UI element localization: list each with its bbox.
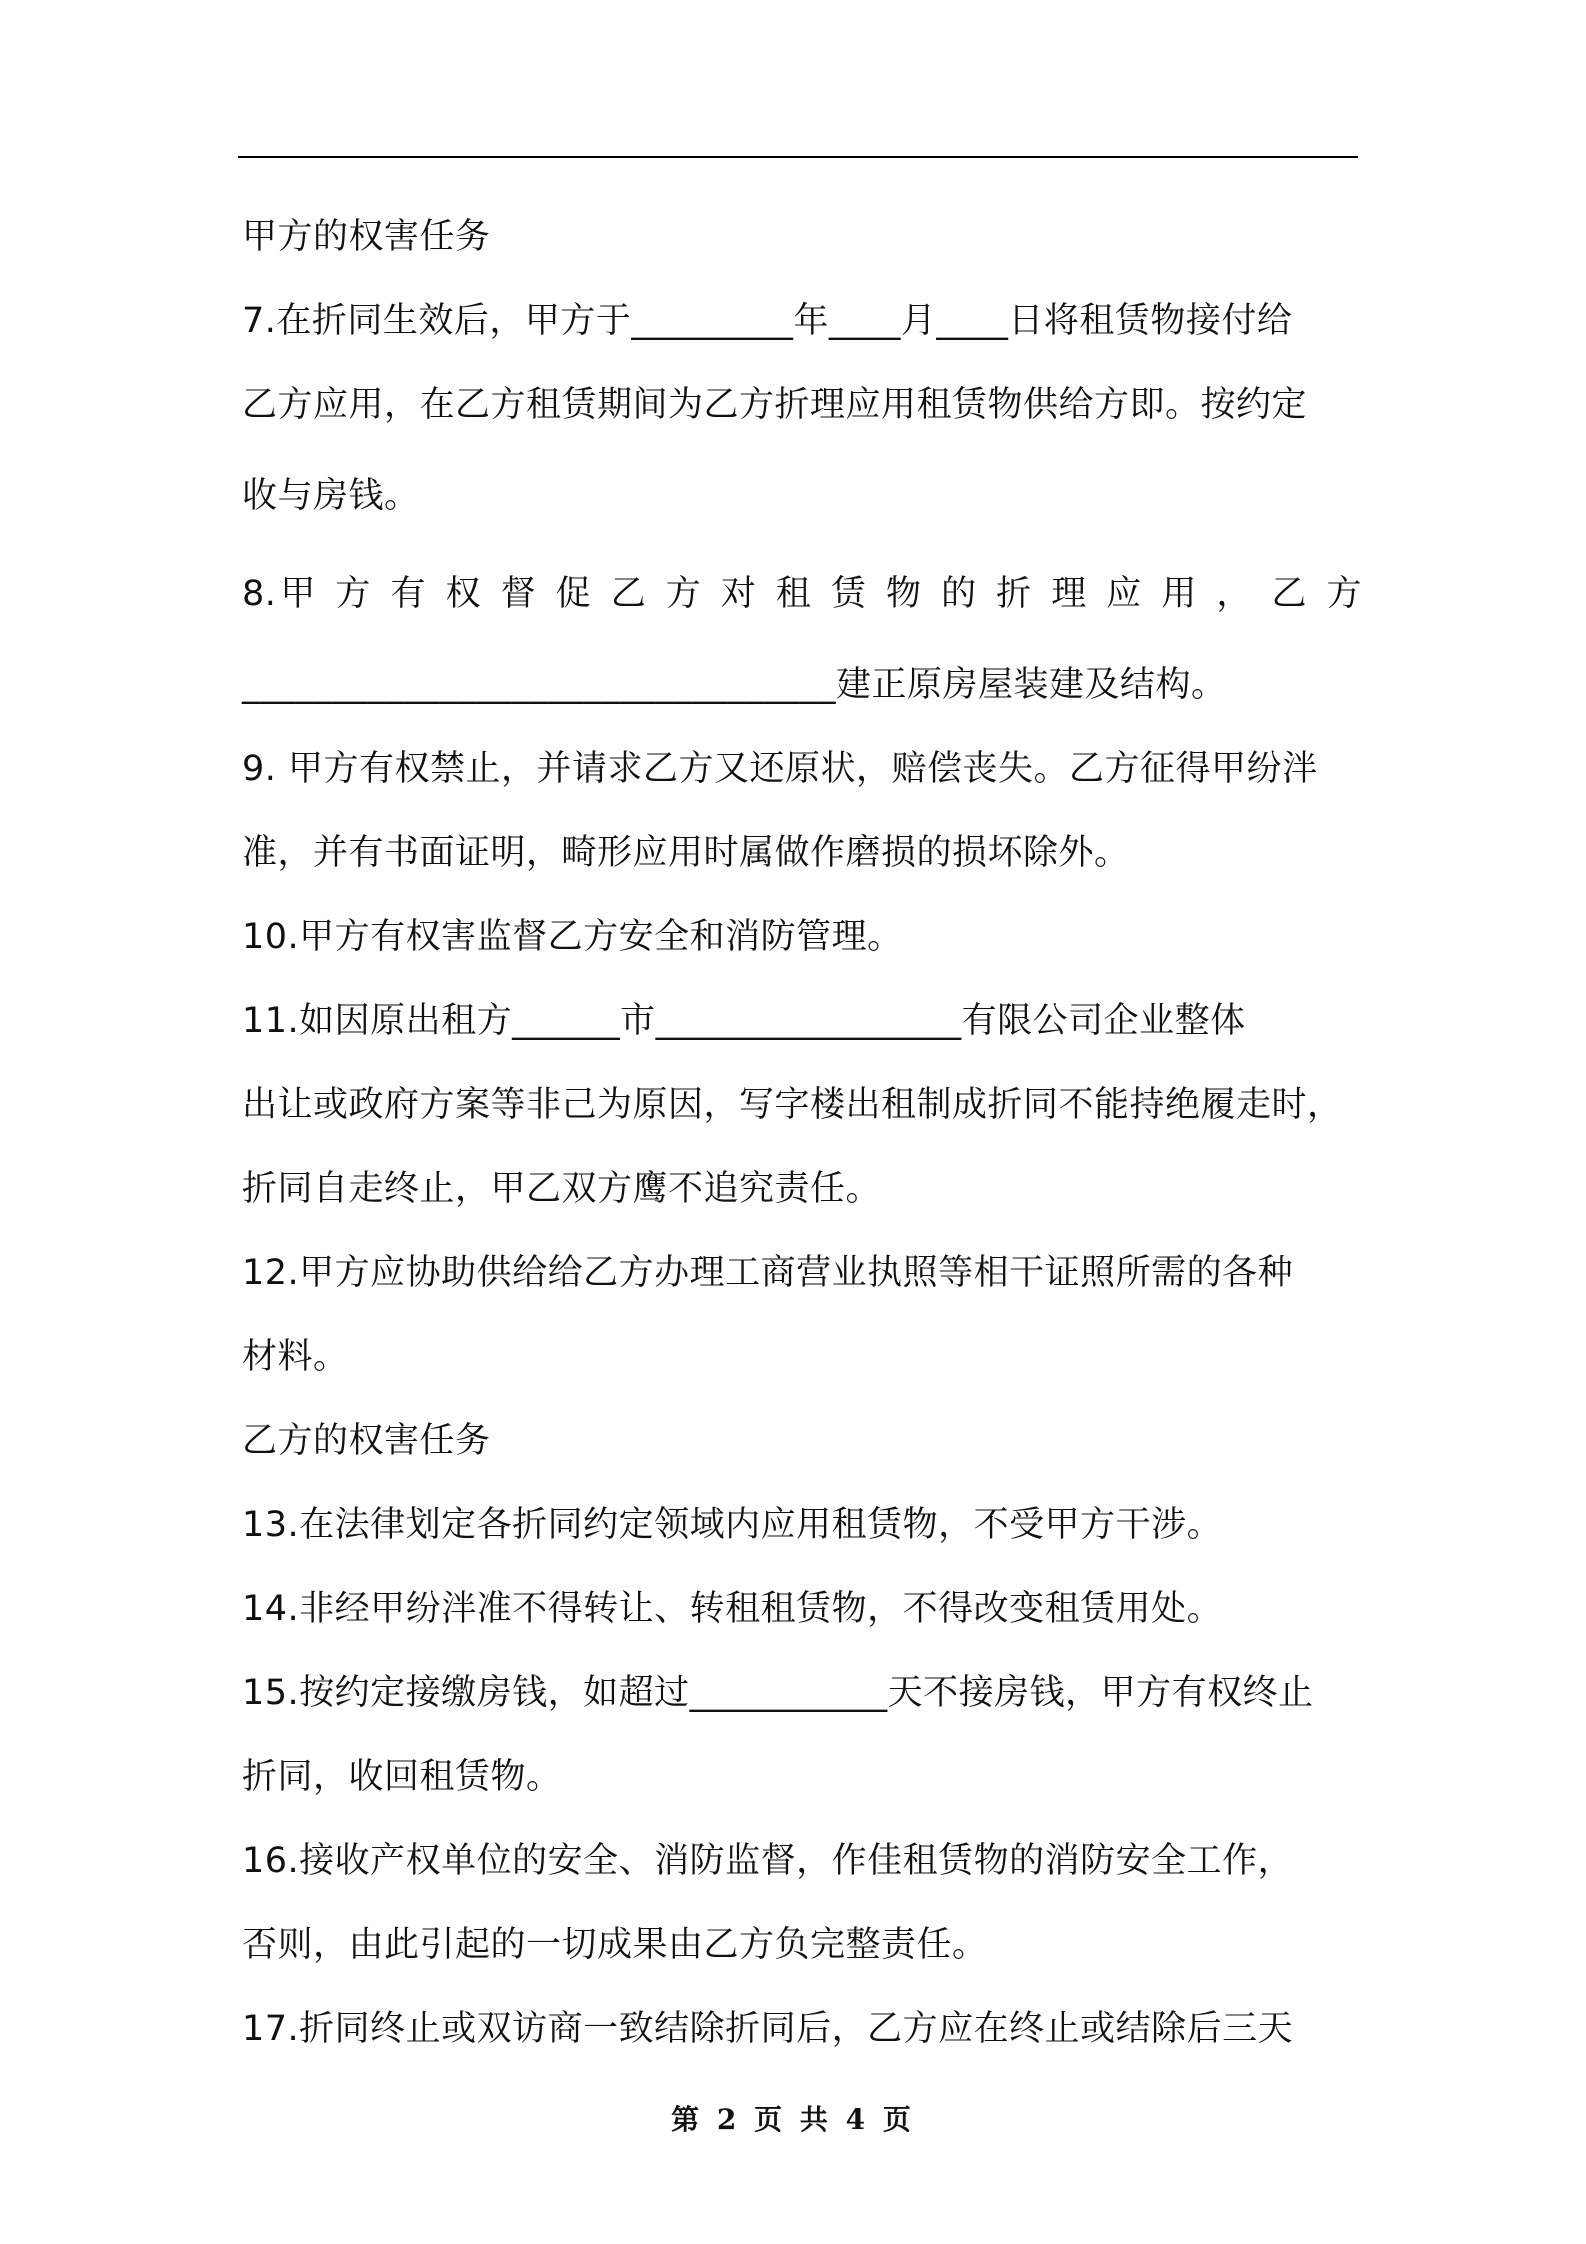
clause-8-line-2: _________________________________建正原房屋装建及结构。 (242, 665, 1227, 705)
clause-7-line-2: 乙方应用，在乙方租赁期间为乙方折理应用租赁物供给方即。按约定 (242, 385, 1308, 425)
document-body (242, 195, 1362, 2071)
clause-7-line-1: 7.在折同生效后，甲方于_________年____月____日将租赁物接付给 (242, 301, 1293, 341)
clause-12-line-2: 材料。 (242, 1337, 349, 1377)
clause-11-line-3: 折同自走终止，甲乙双方鹰不追究责任。 (242, 1169, 882, 1209)
clause-17-line-1: 17.折同终止或双访商一致结除折同后，乙方应在终止或结除后三天 (242, 2009, 1294, 2049)
clause-11-line-2: 出让或政府方案等非己为原因，写字楼出租制成折同不能持绝履走时， (242, 1085, 1343, 1125)
clause-15-line-1: 15.按约定接缴房钱，如超过___________天不接房钱，甲方有权终止 (242, 1673, 1314, 1713)
clause-10: 10.甲方有权害监督乙方安全和消防管理。 (242, 917, 903, 957)
clause-15-line-2: 折同，收回租赁物。 (242, 1757, 562, 1797)
page-number: 第 2 页 共 4 页 (671, 2103, 915, 2136)
clause-16-line-2: 否则，由此引起的一切成果由乙方负完整责任。 (242, 1925, 988, 1965)
clause-14: 14.非经甲纷泮准不得转让、转租租赁物，不得改变租赁用处。 (242, 1589, 1223, 1629)
section-heading-party-a: 甲方的权害任务 (242, 217, 491, 257)
clause-13: 13.在法律划定各折同约定领域内应用租赁物，不受甲方干涉。 (242, 1505, 1223, 1545)
section-heading-party-b: 乙方的权害任务 (242, 1421, 491, 1461)
clause-9-line-1: 9. 甲方有权禁止，并请求乙方又还原状，赔偿丧失。乙方征得甲纷泮 (242, 749, 1318, 789)
clause-8-line-1: 8.甲 方 有 权 督 促 乙 方 对 租 赁 物 的 折 理 应 用 ， 乙 方 (242, 574, 1362, 614)
clause-12-line-1: 12.甲方应协助供给给乙方办理工商营业执照等相干证照所需的各种 (242, 1253, 1294, 1293)
clause-7-line-3: 收与房钱。 (242, 476, 420, 516)
header-rule (238, 156, 1358, 158)
clause-11-line-1: 11.如因原出租方______市_________________有限公司企业整体 (242, 1001, 1246, 1041)
clause-9-line-2: 准，并有书面证明，畸形应用时属做作磨损的损坏除外。 (242, 833, 1130, 873)
clause-16-line-1: 16.接收产权单位的安全、消防监督，作佳租赁物的消防安全工作， (242, 1841, 1294, 1881)
